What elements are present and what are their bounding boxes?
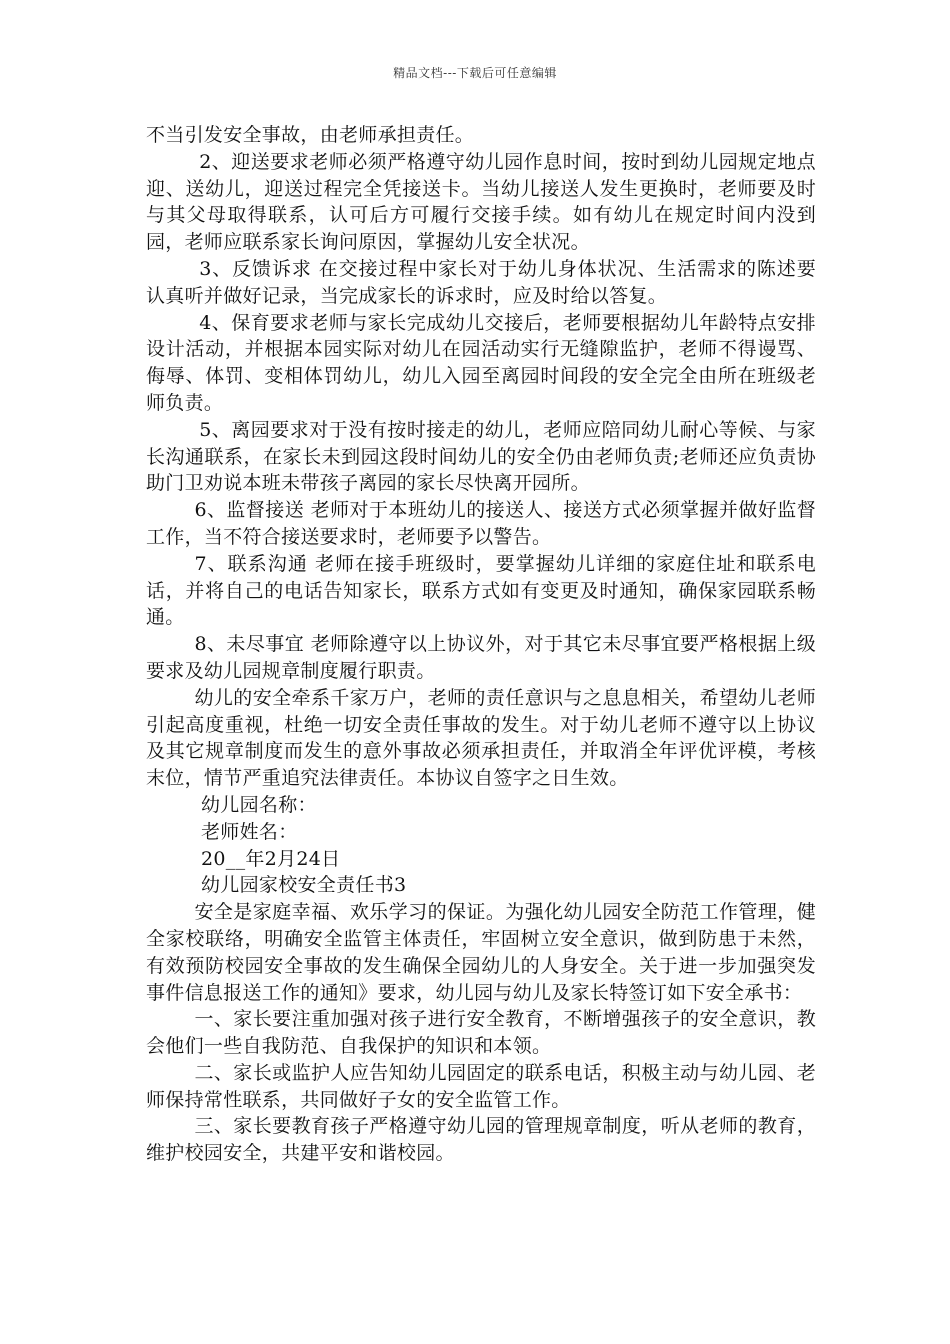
paragraph-14: 安全是家庭幸福、欢乐学习的保证。为强化幼儿园安全防范工作管理，健全家校联络，明确安全监管主体责任，牢固树立安全意识，做到防患于未然，有效预防校园安全事故的发生确保全园幼儿的人身安全。关于进一步加强突发事件信息报送工作的通知》要求，幼儿园与幼儿及家长特签订如下安全承书： — [146, 901, 816, 1004]
page-header: 精品文档---下载后可任意编辑 — [393, 66, 557, 80]
paragraph-1: 不当引发安全事故，由老师承担责任。 — [146, 124, 475, 146]
teacher-name-line: 老师姓名： — [201, 820, 298, 843]
date-line: 20__年2月24日 — [201, 847, 341, 870]
paragraph-15: 一、家长要注重加强对孩子进行安全教育，不断增强孩子的安全意识，教会他们一些自我防范、自我保护的知识和本领。 — [146, 1008, 816, 1058]
paragraph-3: 3、反馈诉求 在交接过程中家长对于幼儿身体状况、生活需求的陈述要认真听并做好记录，当完成家长的诉求时，应及时给以答复。 — [146, 257, 816, 307]
paragraph-4: 4、保育要求老师与家长完成幼儿交接后，老师要根据幼儿年龄特点安排设计活动，并根据本园实际对幼儿在园活动实行无缝隙监护，老师不得谩骂、侮辱、体罚、变相体罚幼儿，幼儿入园至离园时间段的安全完全由所在班级老师负责。 — [146, 311, 816, 414]
paragraph-17: 三、家长要教育孩子严格遵守幼儿园的管理规章制度，听从老师的教育，维护校园安全，共建平安和谐校园。 — [146, 1115, 816, 1165]
paragraph-7: 7、联系沟通 老师在接手班级时，要掌握幼儿详细的家庭住址和联系电话，并将自己的电话告知家长，联系方式如有变更及时通知，确保家园联系畅通。 — [146, 552, 816, 629]
paragraph-6: 6、监督接送 老师对于本班幼儿的接送人、接送方式必须掌握并做好监督工作，当不符合接送要求时，老师要予以警告。 — [146, 499, 816, 548]
document-body — [146, 122, 816, 1167]
paragraph-5: 5、离园要求对于没有按时接走的幼儿，老师应陪同幼儿耐心等候、与家长沟通联系，在家长未到园这段时间幼儿的安全仍由老师负责;老师还应负责协助门卫劝说本班未带孩子离园的家长尽快离开园所。 — [146, 418, 816, 495]
paragraph-9: 幼儿的安全牵系千家万户，老师的责任意识与之息息相关，希望幼儿老师引起高度重视，杜绝一切安全责任事故的发生。对于幼儿老师不遵守以上协议及其它规章制度而发生的意外事故必须承担责任，并取消全年评优评模，考核末位，情节严重追究法律责任。本协议自签字之日生效。 — [146, 686, 816, 790]
kindergarten-name-line: 幼儿园名称： — [201, 793, 317, 816]
paragraph-2: 2、迎送要求老师必须严格遵守幼儿园作息时间，按时到幼儿园规定地点迎、送幼儿，迎送过程完全凭接送卡。当幼儿接送人发生更换时，老师要及时与其父母取得联系，认可后方可履行交接手续。如有幼儿在规定时间内没到园，老师应联系家长询问原因，掌握幼儿安全状况。 — [146, 150, 816, 254]
paragraph-16: 二、家长或监护人应告知幼儿园固定的联系电话，积极主动与幼儿园、老师保持常性联系，共同做好子女的安全监管工作。 — [146, 1061, 816, 1111]
section-title: 幼儿园家校安全责任书3 — [201, 874, 407, 897]
paragraph-8: 8、未尽事宜 老师除遵守以上协议外，对于其它未尽事宜要严格根据上级要求及幼儿园规章制度履行职责。 — [146, 633, 816, 682]
